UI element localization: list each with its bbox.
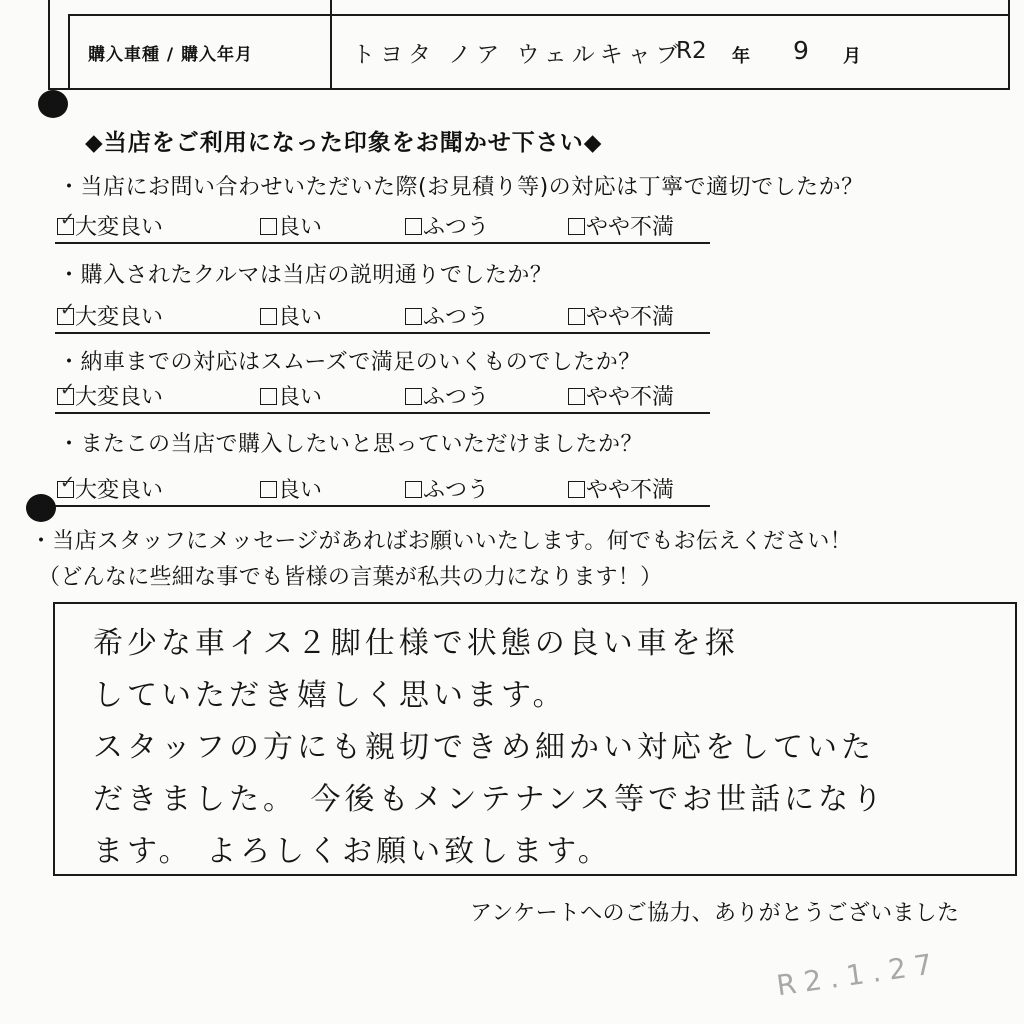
checkbox[interactable] [568,308,585,325]
check-icon: ✓ [60,299,76,320]
checkbox[interactable] [260,388,277,405]
table-rule [68,14,1008,16]
option-normal[interactable]: ふつう [405,380,489,411]
checkbox[interactable] [405,308,422,325]
table-rule [68,14,70,88]
date-stamp: R2.1.27 [774,946,943,1003]
check-icon: ✓ [60,379,76,400]
option-normal[interactable]: ふつう [405,473,489,504]
handwritten-message: 希少な車イス２脚仕様で状態の良い車を探 していただき嬉しく思います。 スタッフの方にも親切できめ細かい対応をしていた だきました。 今後もメンテナンス等でお世話になり ます。 よろしくお願い致します。 [93,626,887,869]
survey-title: ◆当店をご利用になった印象をお聞かせ下さい◆ [85,130,603,156]
message-prompt: ・当店スタッフにメッセージがあればお願いいたします。何でもお伝えください！ [30,529,853,554]
check-icon: ✓ [60,472,76,493]
option-somewhat-dissatisfied[interactable]: やや不満 [568,473,674,504]
question-4: ・またこの当店で購入したいと思っていただけましたか？ [58,432,644,457]
option-good[interactable]: 良い [260,300,322,331]
option-very-good[interactable]: ✓ 大変良い [57,380,163,411]
option-somewhat-dissatisfied[interactable]: やや不満 [568,210,674,241]
checkbox[interactable] [405,218,422,235]
option-very-good[interactable]: ✓ 大変良い [57,210,163,241]
option-very-good[interactable]: ✓ 大変良い [57,300,163,331]
car-name-handwritten: トヨタ ノア ウェルキャブ [352,42,684,68]
option-good[interactable]: 良い [260,210,322,241]
year-unit: 年 [732,46,750,67]
checkbox[interactable] [260,308,277,325]
purchase-year-value: R2 [676,38,707,64]
options-row-4 [55,473,710,507]
table-divider [330,0,332,88]
checkbox[interactable] [405,388,422,405]
checkbox-checked[interactable] [57,379,76,405]
checkbox[interactable] [260,218,277,235]
purchase-month-value: 9 [793,36,809,65]
option-normal[interactable]: ふつう [405,300,489,331]
option-good[interactable]: 良い [260,380,322,411]
punch-hole [26,494,56,522]
message-box[interactable] [53,602,1017,876]
checkbox[interactable] [568,481,585,498]
question-3: ・納車までの対応はスムーズで満足のいくものでしたか？ [58,350,641,375]
checkbox[interactable] [568,388,585,405]
checkbox[interactable] [405,481,422,498]
checkbox-checked[interactable] [57,209,76,235]
option-good[interactable]: 良い [260,473,322,504]
options-row-3 [55,380,710,414]
thanks-text: アンケートへのご協力、ありがとうございました [470,901,960,926]
message-prompt-sub: （どんなに些細な事でも皆様の言葉が私共の力になります！） [38,565,663,590]
month-unit: 月 [843,46,861,67]
punch-hole [38,90,68,118]
option-normal[interactable]: ふつう [405,210,489,241]
checkbox-checked[interactable] [57,472,76,498]
option-somewhat-dissatisfied[interactable]: やや不満 [568,300,674,331]
checkbox[interactable] [260,481,277,498]
option-somewhat-dissatisfied[interactable]: やや不満 [568,380,674,411]
options-row-1 [55,210,710,244]
checkbox[interactable] [568,218,585,235]
question-1: ・当店にお問い合わせいただいた際(お見積り等)の対応は丁寧で適切でしたか？ [58,175,864,200]
check-icon: ✓ [60,209,76,230]
question-2: ・購入されたクルマは当店の説明通りでしたか？ [58,263,553,288]
option-very-good[interactable]: ✓ 大変良い [57,473,163,504]
checkbox-checked[interactable] [57,299,76,325]
purchase-label: 購入車種 / 購入年月 [88,45,254,65]
options-row-2 [55,300,710,334]
